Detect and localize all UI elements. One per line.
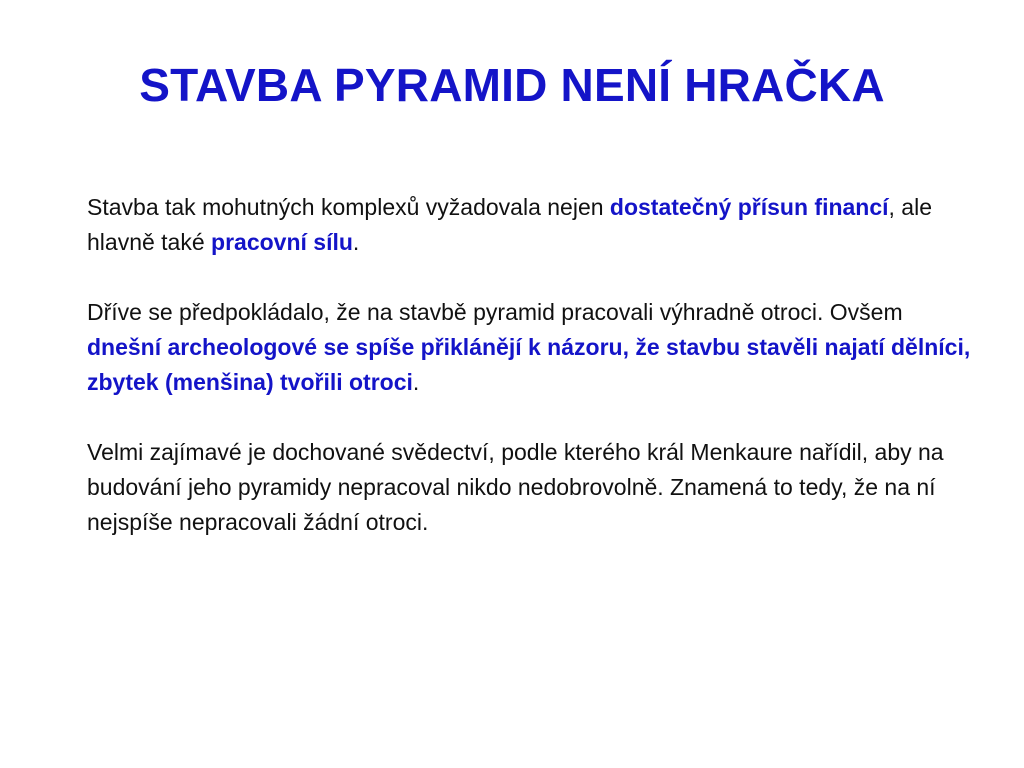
slide-body <box>87 190 977 575</box>
highlight-workforce: pracovní sílu <box>211 229 353 255</box>
paragraph-menkaure <box>87 435 977 540</box>
paragraph-workers <box>87 295 977 400</box>
paragraph-text: Dříve se předpokládalo, že na stavbě pyramid pracovali výhradně otroci. Ovšem <box>87 299 903 325</box>
paragraph-text: Stavba tak mohutných komplexů vyžadovala nejen <box>87 194 610 220</box>
paragraph-text: . <box>352 229 360 255</box>
highlight-archeologists: dnešní archeologové se spíše přiklánějí k názoru, že stavbu stavěli najatí dělníci, zbytek (menšina) tvořili otroci <box>87 334 971 395</box>
paragraph-text: , ale hlavně také <box>87 194 933 255</box>
highlight-funding: dostatečný přísun financí <box>609 194 889 220</box>
paragraph-text: . <box>412 369 420 395</box>
paragraph-funding <box>87 190 977 260</box>
slide-title: STAVBA PYRAMID NENÍ HRAČKA <box>139 59 885 111</box>
paragraph-text: Velmi zajímavé je dochované svědectví, podle kterého král Menkaure nařídil, aby na budování jeho pyramidy nepracoval nikdo nedobrovolně. Znamená to tedy, že na ní nejspíše nepracovali žádní otroci. <box>87 439 944 535</box>
